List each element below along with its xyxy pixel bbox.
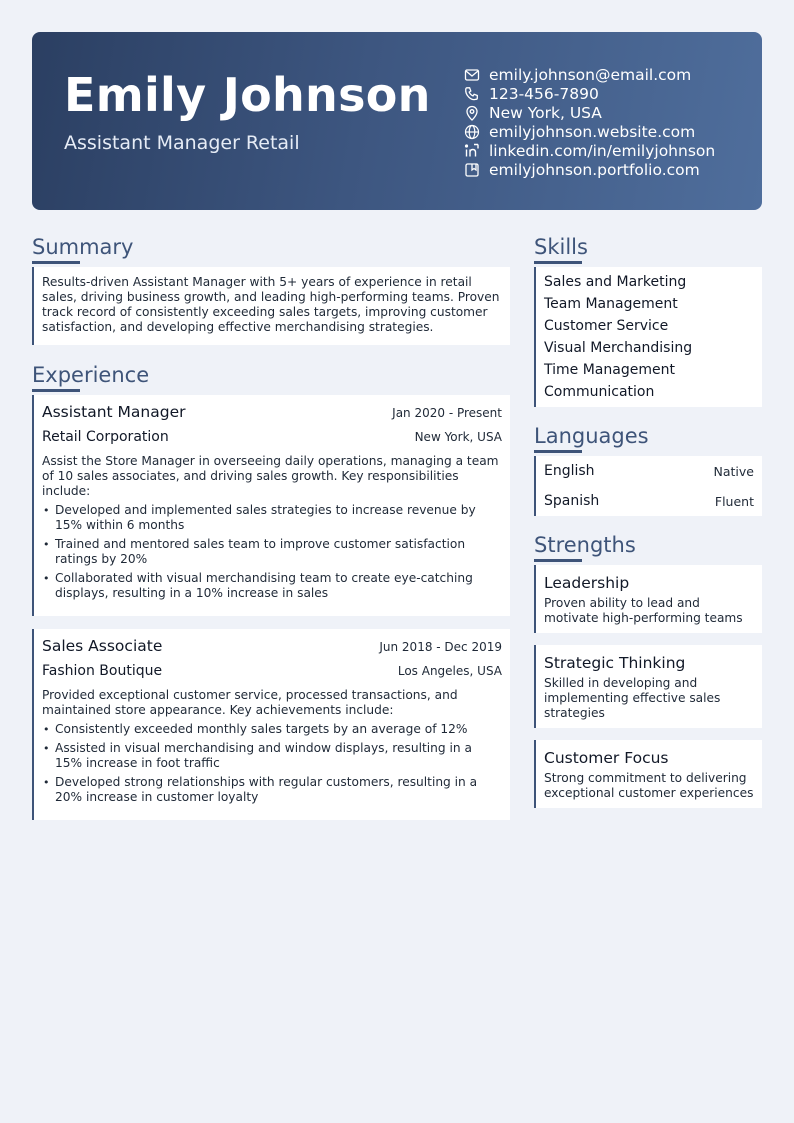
job-description: Assist the Store Manager in overseeing daily operations, managing a team of 10 sales associates, and driving sales growth. Key responsibilities include:	[42, 454, 499, 498]
job-title: Assistant Manager	[42, 403, 186, 421]
location-icon	[464, 105, 480, 121]
job-bullet: • Developed strong relationships with regular customers, resulting in a 20% increase in customer loyalty	[42, 775, 502, 805]
phone-icon	[464, 86, 480, 102]
skills-heading-underline	[534, 261, 582, 264]
contact-website[interactable]	[464, 122, 715, 141]
globe-icon	[464, 124, 480, 140]
job-bullet: • Collaborated with visual merchandising team to create eye-catching displays, resulting in a 10% increase in sales	[42, 571, 502, 601]
languages-section	[534, 423, 762, 516]
left-column	[32, 234, 510, 833]
strengths-heading-underline	[534, 559, 582, 562]
strength-title: Customer Focus	[544, 749, 669, 767]
contact-email[interactable]	[464, 65, 715, 84]
language-row	[544, 456, 754, 486]
languages-card	[534, 456, 762, 516]
language-name: English	[544, 463, 595, 479]
job-entry	[32, 395, 510, 616]
language-level: Fluent	[714, 493, 754, 509]
job-bullet: • Developed and implemented sales strategies to increase revenue by 15% within 6 months	[42, 503, 502, 533]
mail-icon	[464, 67, 480, 83]
job-bullets	[42, 503, 502, 601]
job-bullet: • Trained and mentored sales team to improve customer satisfaction ratings by 20%	[42, 537, 502, 567]
job-description: Provided exceptional customer service, processed transactions, and maintained store appearance. Key achievements include:	[42, 688, 458, 717]
strength-card	[534, 565, 762, 633]
job-location: New York, USA	[414, 430, 502, 444]
job-dates: Jan 2020 - Present	[392, 406, 502, 420]
skill-item: Team Management	[544, 296, 678, 312]
experience-heading: Experience	[32, 363, 150, 387]
summary-card	[32, 267, 510, 345]
job-bullets	[42, 722, 502, 805]
strength-card	[534, 645, 762, 728]
skill-item: Visual Merchandising	[544, 340, 693, 356]
skill-item: Communication	[544, 384, 655, 400]
strength-description: Strong commitment to delivering exceptional customer experiences	[544, 771, 754, 800]
skills-card	[534, 267, 762, 407]
skill-item: Customer Service	[544, 318, 669, 334]
job-bullet: • Assisted in visual merchandising and window displays, resulting in a 15% increase in foot traffic	[42, 741, 502, 771]
resume-header	[32, 32, 762, 210]
languages-heading: Languages	[534, 424, 649, 448]
summary-heading: Summary	[32, 235, 134, 259]
skill-item: Sales and Marketing	[544, 274, 687, 290]
contact-phone-text: 123-456-7890	[489, 84, 599, 103]
job-company: Fashion Boutique	[42, 663, 163, 679]
contact-location-text: New York, USA	[489, 103, 602, 122]
contact-email-text: emily.johnson@email.com	[489, 65, 692, 84]
job-location: Los Angeles, USA	[397, 664, 502, 678]
job-dates: Jun 2018 - Dec 2019	[379, 640, 502, 654]
summary-text: Results-driven Assistant Manager with 5+ years of experience in retail sales, driving business growth, and leading high-performing teams. Proven track record of consistently exceeding sales targets, improving customer satisfaction, and developing effective merchandising strategies.	[42, 275, 500, 334]
experience-heading-underline	[32, 389, 80, 392]
candidate-title: Assistant Manager Retail	[64, 132, 300, 154]
job-bullet: • Consistently exceeded monthly sales targets by an average of 12%	[42, 722, 502, 737]
contact-portfolio-text: emilyjohnson.portfolio.com	[489, 160, 700, 179]
strength-description: Skilled in developing and implementing effective sales strategies	[544, 676, 721, 720]
contact-website-text: emilyjohnson.website.com	[489, 122, 696, 141]
candidate-name: Emily Johnson	[64, 68, 431, 122]
job-title: Sales Associate	[42, 637, 163, 655]
summary-section	[32, 234, 510, 345]
contact-phone[interactable]	[464, 84, 715, 103]
job-entry	[32, 629, 510, 820]
language-name: Spanish	[544, 493, 600, 509]
strength-title: Leadership	[544, 574, 630, 592]
strength-title: Strategic Thinking	[544, 654, 686, 672]
job-company: Retail Corporation	[42, 429, 169, 445]
skills-heading: Skills	[534, 235, 588, 259]
contact-linkedin[interactable]	[464, 141, 715, 160]
strength-card	[534, 740, 762, 808]
strengths-section	[534, 532, 762, 808]
language-row	[544, 486, 754, 516]
experience-section	[32, 362, 510, 820]
contact-location	[464, 103, 715, 122]
skill-item: Time Management	[544, 362, 675, 378]
contact-list	[464, 65, 715, 179]
linkedin-icon	[464, 143, 480, 159]
strength-description: Proven ability to lead and motivate high-performing teams	[544, 596, 743, 625]
portfolio-icon	[464, 162, 480, 178]
contact-portfolio[interactable]	[464, 160, 715, 179]
languages-heading-underline	[534, 450, 582, 453]
language-level: Native	[713, 463, 754, 479]
skills-section	[534, 234, 762, 407]
right-column	[534, 234, 762, 820]
strengths-heading: Strengths	[534, 533, 636, 557]
summary-heading-underline	[32, 261, 80, 264]
contact-linkedin-text: linkedin.com/in/emilyjohnson	[489, 141, 716, 160]
